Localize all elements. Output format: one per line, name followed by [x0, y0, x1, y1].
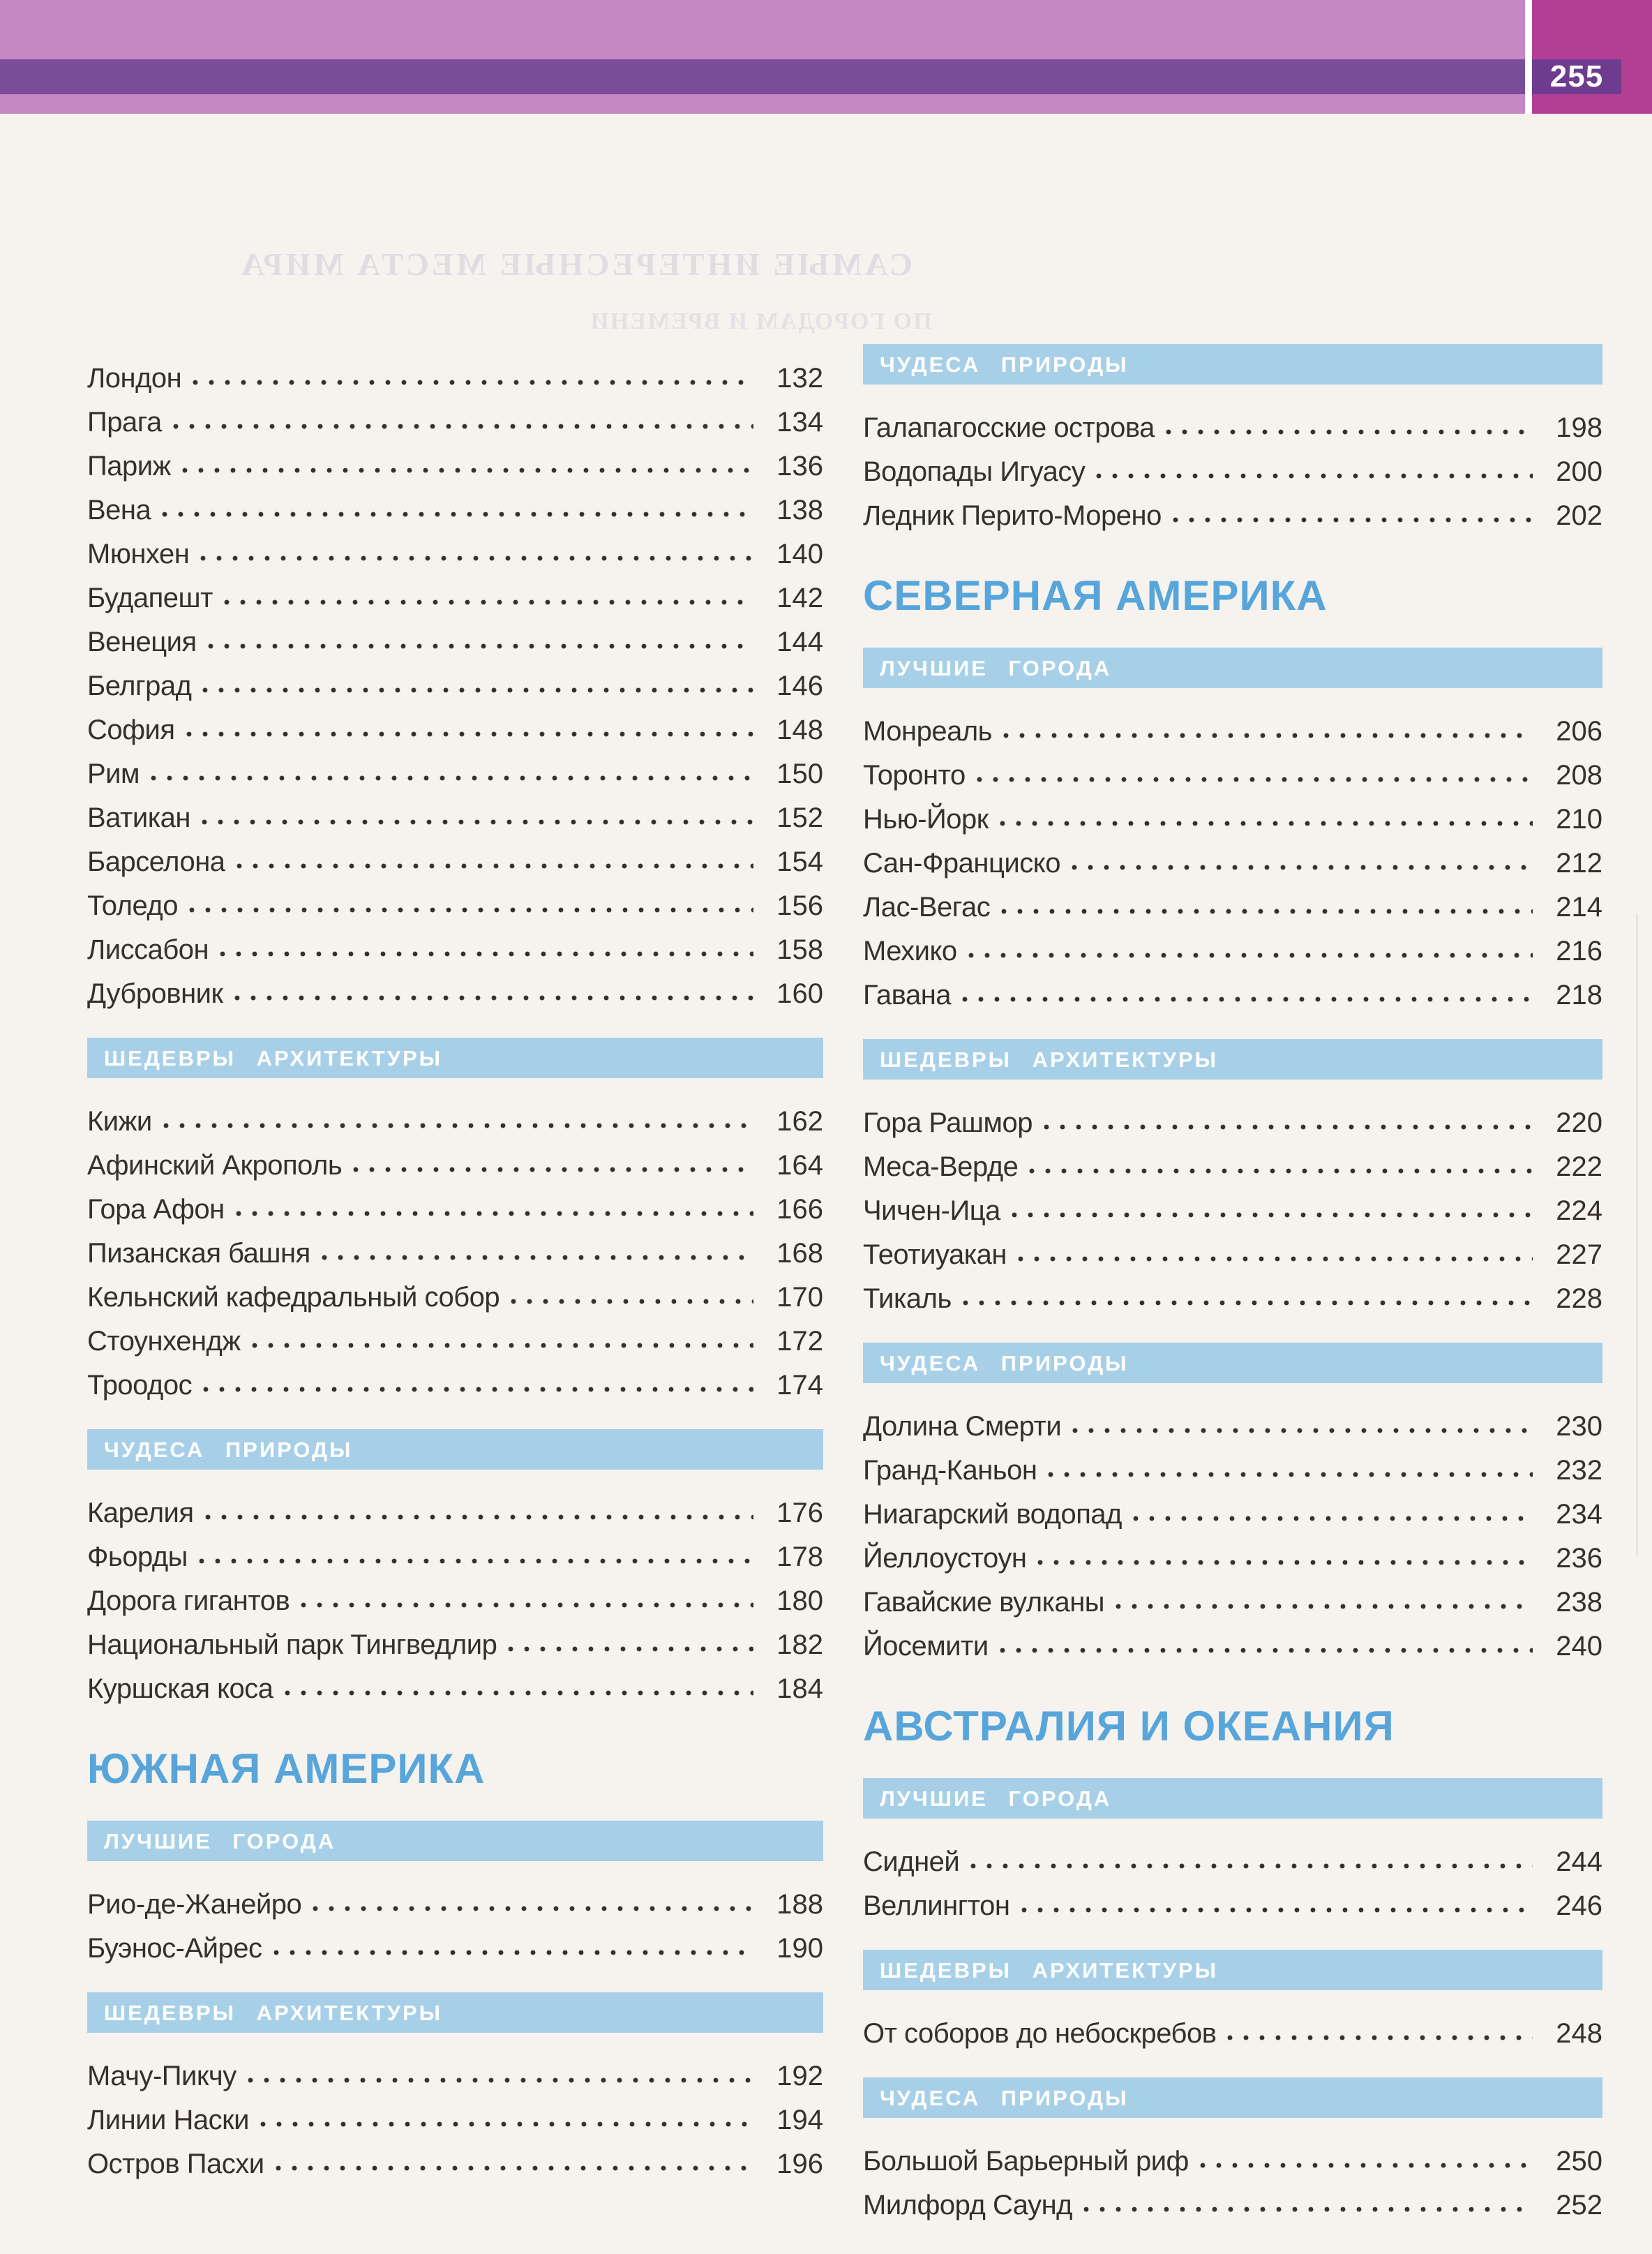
toc-entry — [863, 1231, 1602, 1275]
toc-entry — [87, 1881, 823, 1925]
toc-entry-page: 172 — [776, 1326, 823, 1357]
dot-leader — [272, 1948, 753, 1957]
page-number-corner-block — [1532, 0, 1652, 114]
toc-entry-label: Йеллоустоун — [863, 1543, 1027, 1574]
toc-entry-label: Лондон — [87, 363, 182, 394]
toc-entry-label: Ватикан — [87, 803, 190, 833]
toc-entry-label: Ледник Перито-Морено — [863, 500, 1162, 531]
toc-entry-label: Мачу-Пикчу — [87, 2061, 236, 2091]
toc-entry-page: 252 — [1556, 2190, 1602, 2221]
toc-entry-page: 182 — [776, 1629, 823, 1660]
toc-entry-label: Вена — [87, 495, 151, 525]
toc-entry-label: Рио-де-Жанейро — [87, 1889, 302, 1920]
toc-entry-group — [863, 2137, 1602, 2225]
toc-entry — [863, 927, 1602, 971]
dot-leader — [1000, 907, 1533, 916]
toc-entry — [863, 1187, 1602, 1231]
toc-entry-page: 178 — [776, 1542, 823, 1572]
toc-entry — [87, 1230, 823, 1274]
toc-entry-label: Веллингтон — [863, 1890, 1010, 1921]
dot-leader — [160, 510, 753, 518]
toc-entry — [863, 883, 1602, 927]
toc-entry-page: 236 — [1556, 1543, 1602, 1574]
toc-entry — [863, 1838, 1602, 1882]
toc-entry-label: Чичен-Ица — [863, 1195, 1000, 1226]
toc-entry — [863, 1275, 1602, 1319]
dot-leader — [162, 1121, 753, 1130]
toc-entry-page: 210 — [1556, 804, 1602, 835]
toc-entry-label: Лас-Вегас — [863, 892, 991, 923]
toc-entry-label: Йосемити — [863, 1631, 989, 1662]
section-bar-label: ЛУЧШИЕ ГОРОДА — [880, 1786, 1112, 1811]
toc-entry-page: 138 — [776, 495, 823, 525]
toc-entry — [87, 1186, 823, 1230]
dot-leader — [352, 1165, 753, 1174]
toc-entry — [87, 1577, 823, 1621]
dot-leader — [1010, 1211, 1533, 1219]
toc-entry-label: Монреаль — [863, 716, 993, 747]
toc-entry-label: Дубровник — [87, 978, 223, 1009]
dot-leader — [299, 1601, 753, 1609]
dot-leader — [311, 1904, 753, 1913]
toc-entry-page: 224 — [1556, 1195, 1602, 1226]
toc-entry — [87, 618, 823, 662]
toc-entry-group — [863, 1838, 1602, 1926]
toc-entry-page: 196 — [776, 2149, 823, 2179]
toc-entry-page: 148 — [776, 715, 823, 745]
toc-entry — [863, 708, 1602, 752]
toc-entry-label: Долина Смерти — [863, 1411, 1062, 1442]
toc-entry-group — [863, 2010, 1602, 2054]
dot-leader — [1082, 2205, 1533, 2214]
dot-leader — [1114, 1602, 1533, 1611]
dot-leader — [969, 1862, 1533, 1870]
dot-leader — [1171, 516, 1533, 524]
toc-entry — [863, 448, 1602, 492]
toc-entry-page: 140 — [776, 539, 823, 569]
toc-entry-label: Лиссабон — [87, 934, 209, 965]
section-bar-label: ШЕДЕВРЫ АРХИТЕКТУРЫ — [104, 1045, 443, 1070]
region-heading: АВСТРАЛИЯ И ОКЕАНИЯ — [863, 1703, 1395, 1749]
toc-entry — [87, 662, 823, 706]
toc-entry — [87, 2096, 823, 2140]
dot-leader — [1042, 1123, 1533, 1131]
toc-entry-label: Кижи — [87, 1106, 152, 1137]
toc-entry — [87, 1925, 823, 1969]
toc-entry-page: 134 — [776, 407, 823, 438]
toc-entry-group — [87, 1489, 823, 1709]
dot-leader — [246, 2076, 753, 2084]
region-heading: ЮЖНАЯ АМЕРИКА — [87, 1745, 486, 1792]
toc-entry-page: 230 — [1556, 1411, 1602, 1442]
dot-leader — [223, 598, 753, 606]
section-bar — [863, 1778, 1602, 1819]
toc-entry-label: Гавайские вулканы — [863, 1587, 1105, 1618]
toc-entry — [87, 2140, 823, 2184]
toc-entry-page: 192 — [776, 2061, 823, 2091]
toc-entry-label: Мюнхен — [87, 539, 190, 569]
page-edge-shadow — [1636, 914, 1638, 1556]
toc-entry — [863, 1447, 1602, 1491]
dot-leader — [233, 994, 753, 1002]
toc-entry-page: 198 — [1556, 412, 1602, 443]
section-bar — [863, 1950, 1602, 1990]
toc-entry-page: 168 — [776, 1238, 823, 1269]
toc-entry — [863, 1403, 1602, 1447]
dot-leader — [320, 1253, 753, 1262]
toc-entry — [863, 1535, 1602, 1578]
toc-entry-page: 190 — [776, 1933, 823, 1964]
toc-entry-page: 146 — [776, 671, 823, 701]
toc-entry-label: Гранд-Каньон — [863, 1455, 1037, 1486]
toc-entry-group — [87, 1098, 823, 1405]
toc-entry-page: 136 — [776, 451, 823, 482]
section-bar-label: ЧУДЕСА ПРИРОДЫ — [880, 352, 1129, 377]
toc-entry-label: Меса-Верде — [863, 1151, 1019, 1182]
dot-leader — [235, 862, 753, 870]
toc-entry — [87, 926, 823, 970]
toc-entry-page: 246 — [1556, 1890, 1602, 1921]
toc-entry-page: 152 — [776, 803, 823, 833]
toc-entry-label: Нью-Йорк — [863, 804, 989, 835]
toc-entry-page: 238 — [1556, 1587, 1602, 1618]
toc-entry-page: 216 — [1556, 936, 1602, 966]
dot-leader — [961, 995, 1533, 1003]
toc-entry-label: Национальный парк Тингведлир — [87, 1629, 497, 1660]
dot-leader — [1016, 1255, 1533, 1263]
region-heading: СЕВЕРНАЯ АМЕРИКА — [863, 572, 1328, 619]
toc-entry — [87, 486, 823, 530]
section-bar — [863, 1039, 1602, 1080]
toc-entry-page: 228 — [1556, 1283, 1602, 1314]
dot-leader — [274, 2164, 753, 2172]
toc-entry-page: 234 — [1556, 1499, 1602, 1530]
section-bar-label: ЛУЧШИЕ ГОРОДА — [880, 655, 1112, 680]
dot-leader — [1020, 1906, 1533, 1914]
toc-entry — [87, 1098, 823, 1142]
toc-entry — [863, 839, 1602, 883]
dot-leader — [259, 2120, 753, 2128]
toc-entry-label: Ниагарский водопад — [863, 1499, 1122, 1530]
toc-entry — [87, 706, 823, 750]
page-number: 255 — [1549, 59, 1604, 94]
toc-entry — [863, 2181, 1602, 2225]
dot-leader — [185, 730, 753, 738]
toc-entry-page: 248 — [1556, 2018, 1602, 2049]
toc-entry-group — [863, 404, 1602, 536]
toc-entry — [87, 1533, 823, 1577]
dot-leader — [250, 1341, 753, 1350]
dot-leader — [149, 774, 753, 782]
section-bar-label: ЛУЧШИЕ ГОРОДА — [104, 1828, 336, 1853]
toc-entry — [87, 1318, 823, 1361]
toc-entry-page: 212 — [1556, 848, 1602, 879]
dot-leader — [1046, 1470, 1533, 1479]
toc-entry-label: София — [87, 715, 175, 745]
toc-entry — [863, 492, 1602, 536]
toc-entry-label: Барселона — [87, 846, 225, 877]
toc-entry-group — [863, 1403, 1602, 1666]
toc-entry — [863, 796, 1602, 839]
toc-entry-label: Кельнский кафедральный собор — [87, 1282, 500, 1313]
toc-entry-label: Париж — [87, 451, 171, 482]
toc-entry-label: Гавана — [863, 980, 952, 1010]
toc-entry-label: Пизанская башня — [87, 1238, 310, 1269]
dot-leader — [998, 819, 1533, 828]
dot-leader — [1226, 2033, 1533, 2042]
section-bar-label: ЧУДЕСА ПРИРОДЫ — [880, 2085, 1129, 2110]
toc-entry-label: Милфорд Саунд — [863, 2190, 1073, 2221]
section-bar-label: ЧУДЕСА ПРИРОДЫ — [880, 1350, 1129, 1375]
toc-entry-group — [87, 354, 823, 1014]
section-bar-label: ШЕДЕВРЫ АРХИТЕКТУРЫ — [880, 1047, 1219, 1072]
toc-entry-page: 150 — [776, 759, 823, 789]
toc-entry-label: Белград — [87, 671, 192, 701]
section-bar — [863, 648, 1602, 688]
toc-entry-page: 214 — [1556, 892, 1602, 923]
toc-entry — [87, 882, 823, 926]
toc-entry-label: Линии Наски — [87, 2105, 249, 2135]
toc-entry — [87, 2052, 823, 2096]
dot-leader — [1002, 731, 1533, 740]
toc-entry-page: 156 — [776, 890, 823, 921]
toc-entry-page: 166 — [776, 1194, 823, 1225]
section-bar — [87, 1038, 823, 1078]
toc-entry — [863, 971, 1602, 1015]
toc-entry-page: 162 — [776, 1106, 823, 1137]
toc-entry-page: 144 — [776, 627, 823, 657]
toc-entry-page: 180 — [776, 1585, 823, 1616]
toc-entry-label: Прага — [87, 407, 162, 438]
toc-entry-page: 206 — [1556, 716, 1602, 747]
toc-entry — [863, 2137, 1602, 2181]
toc-entry-page: 194 — [776, 2105, 823, 2135]
toc-entry-label: Троодос — [87, 1370, 193, 1401]
toc-entry-page: 160 — [776, 978, 823, 1009]
dot-leader — [201, 686, 753, 694]
toc-entry — [87, 574, 823, 618]
toc-entry-group — [87, 1881, 823, 1969]
toc-column-left — [87, 335, 823, 2184]
section-bar — [87, 1992, 823, 2033]
toc-entry-label: Будапешт — [87, 583, 213, 613]
section-bar-label: ШЕДЕВРЫ АРХИТЕКТУРЫ — [104, 2000, 443, 2025]
toc-entry-page: 142 — [776, 583, 823, 613]
dot-leader — [199, 554, 753, 562]
toc-entry-label: Большой Барьерный риф — [863, 2146, 1189, 2177]
toc-entry — [863, 404, 1602, 448]
toc-entry-page: 154 — [776, 846, 823, 877]
toc-entry-label: Дорога гигантов — [87, 1585, 290, 1616]
dot-leader — [191, 378, 753, 387]
dot-leader — [218, 950, 753, 958]
dot-leader — [206, 642, 753, 650]
toc-entry — [87, 838, 823, 882]
toc-entry-label: Карелия — [87, 1498, 194, 1528]
toc-entry-label: Буэнос-Айрес — [87, 1933, 262, 1964]
toc-entry-page: 227 — [1556, 1239, 1602, 1270]
toc-entry-label: Афинский Акрополь — [87, 1150, 343, 1181]
section-bar — [863, 2077, 1602, 2118]
toc-entry-label: Водопады Игуасу — [863, 456, 1086, 487]
page-number-stripe — [1532, 59, 1621, 94]
dot-leader — [1036, 1558, 1533, 1567]
dot-leader — [961, 1299, 1533, 1307]
toc-entry — [863, 1143, 1602, 1187]
toc-entry — [87, 398, 823, 442]
dot-leader — [181, 466, 753, 475]
section-bar — [87, 1429, 823, 1470]
dot-leader — [197, 1557, 753, 1565]
toc-entry-label: Остров Пасхи — [87, 2149, 264, 2179]
toc-entry-page: 208 — [1556, 760, 1602, 791]
toc-entry-group — [863, 708, 1602, 1015]
toc-entry-label: Сидней — [863, 1846, 960, 1877]
toc-entry-page: 176 — [776, 1498, 823, 1528]
toc-entry-page: 188 — [776, 1889, 823, 1920]
dot-leader — [506, 1645, 753, 1653]
toc-entry — [87, 1621, 823, 1665]
dot-leader — [234, 1209, 753, 1218]
toc-entry — [87, 1142, 823, 1186]
toc-entry-label: Фьорды — [87, 1542, 188, 1572]
dot-leader — [188, 906, 753, 914]
dot-leader — [1095, 472, 1533, 480]
dot-leader — [1199, 2161, 1533, 2170]
toc-entry — [87, 970, 823, 1014]
section-bar — [863, 1343, 1602, 1383]
toc-entry — [863, 1882, 1602, 1926]
dot-leader — [200, 818, 753, 826]
toc-entry-page: 218 — [1556, 980, 1602, 1010]
toc-entry-label: Сан-Франциско — [863, 848, 1060, 879]
toc-entry-page: 240 — [1556, 1631, 1602, 1662]
toc-entry-page: 222 — [1556, 1151, 1602, 1182]
toc-entry-label: Венеция — [87, 627, 197, 657]
toc-entry-page: 132 — [776, 363, 823, 394]
section-bar — [87, 1821, 823, 1861]
toc-entry-page: 244 — [1556, 1846, 1602, 1877]
toc-entry-label: От соборов до небоскребов — [863, 2018, 1217, 2049]
toc-entry — [863, 1622, 1602, 1666]
toc-entry-label: Куршская коса — [87, 1673, 273, 1704]
dot-leader — [283, 1689, 753, 1697]
toc-entry-label: Стоунхендж — [87, 1326, 241, 1357]
toc-entry-group — [863, 1099, 1602, 1319]
section-bar-label: ШЕДЕВРЫ АРХИТЕКТУРЫ — [880, 1957, 1219, 1983]
toc-entry-label: Мехико — [863, 936, 957, 966]
toc-entry-label: Толедо — [87, 890, 178, 921]
toc-entry-label: Галапагосские острова — [863, 412, 1155, 443]
toc-entry — [87, 1665, 823, 1709]
dot-leader — [998, 1646, 1533, 1655]
toc-entry-page: 202 — [1556, 500, 1602, 531]
toc-entry — [87, 750, 823, 794]
toc-entry — [87, 530, 823, 574]
toc-entry-label: Гора Рашмор — [863, 1107, 1033, 1138]
toc-entry-page: 174 — [776, 1370, 823, 1401]
toc-entry-page: 164 — [776, 1150, 823, 1181]
top-band-stripe — [0, 59, 1652, 94]
toc-entry — [863, 1578, 1602, 1622]
dot-leader — [1071, 1426, 1533, 1435]
toc-entry — [863, 2010, 1602, 2054]
dot-leader — [509, 1297, 753, 1306]
dot-leader — [1070, 863, 1533, 872]
dot-leader — [1164, 428, 1533, 436]
section-bar — [863, 344, 1602, 385]
dot-leader — [1132, 1514, 1533, 1523]
toc-entry — [87, 794, 823, 838]
toc-entry — [863, 1099, 1602, 1143]
dot-leader — [975, 775, 1533, 784]
toc-entry-label: Теотиуакан — [863, 1239, 1007, 1270]
toc-entry-page: 220 — [1556, 1107, 1602, 1138]
dot-leader — [202, 1385, 753, 1394]
toc-entry — [863, 752, 1602, 796]
toc-entry — [87, 354, 823, 398]
toc-entry — [87, 1361, 823, 1405]
toc-entry-label: Тикаль — [863, 1283, 952, 1314]
dot-leader — [967, 951, 1533, 960]
dot-leader — [1028, 1167, 1533, 1175]
toc-entry — [863, 1491, 1602, 1535]
dot-leader — [172, 422, 753, 431]
toc-entry-page: 232 — [1556, 1455, 1602, 1486]
toc-entry-group — [87, 2052, 823, 2184]
toc-entry-page: 184 — [776, 1673, 823, 1704]
toc-entry-page: 250 — [1556, 2146, 1602, 2177]
bleed-through-subtitle: ПО ГОРОДАМ И ВРЕМЕНИ — [589, 308, 932, 334]
dot-leader — [204, 1513, 753, 1521]
toc-entry — [87, 1274, 823, 1318]
toc-entry-label: Рим — [87, 759, 140, 789]
table-of-contents — [87, 335, 1602, 2225]
corner-separator-line — [1525, 0, 1532, 114]
section-bar-label: ЧУДЕСА ПРИРОДЫ — [104, 1437, 353, 1462]
toc-column-right — [863, 335, 1602, 2225]
toc-entry-label: Гора Афон — [87, 1194, 225, 1225]
toc-entry-page: 170 — [776, 1282, 823, 1313]
top-band — [0, 0, 1652, 114]
bleed-through-title: САМЫЕ ИНТЕРЕСНЫЕ МЕСТА МИРА — [238, 246, 913, 282]
toc-entry — [87, 1489, 823, 1533]
toc-entry-label: Торонто — [863, 760, 966, 791]
toc-entry-page: 158 — [776, 934, 823, 965]
toc-entry-page: 200 — [1556, 456, 1602, 487]
toc-entry — [87, 442, 823, 486]
